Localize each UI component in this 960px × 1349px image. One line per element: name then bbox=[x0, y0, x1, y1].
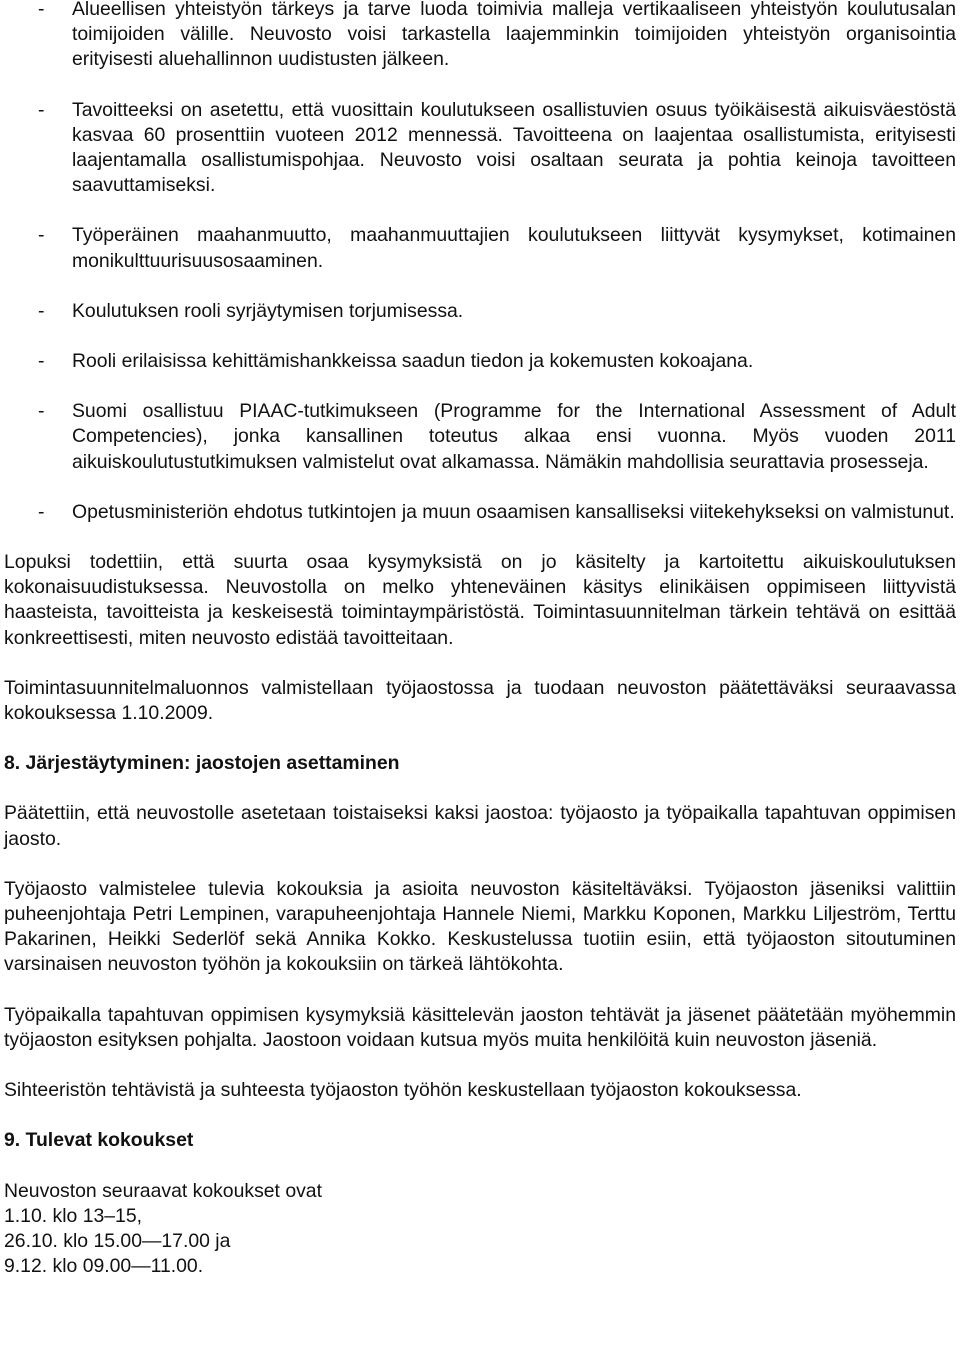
bullet-dash: - bbox=[38, 400, 45, 423]
body-paragraph: Lopuksi todettiin, että suurta osaa kysymyksistä on jo käsitelty ja kartoitettu aikuiskoulutuksen kokonaisuudistuksessa. Neuvostolla on melko yhteneväinen käsitys elinikäisen oppimiseen liittyvistä haasteista, tavoitteista ja keskeisestä toimintaympäristöstä. Toimintasuunnitelman tärkein tehtävä on esittää konkreettisesti, miten neuvosto edistää tavoitteitaan. bbox=[4, 551, 956, 649]
bullet-item bbox=[4, 98, 956, 199]
bullet-item bbox=[4, 223, 956, 273]
section-heading: 8. Järjestäytyminen: jaostojen asettaminen bbox=[4, 752, 400, 775]
meeting-date: 9.12. klo 09.00—11.00. bbox=[4, 1255, 204, 1278]
body-paragraph: Päätettiin, että neuvostolle asetetaan toistaiseksi kaksi jaostoa: työjaosto ja työpaikalla tapahtuvan oppimisen jaosto. bbox=[4, 802, 956, 850]
document-page bbox=[4, 0, 956, 1279]
bullet-dash: - bbox=[38, 224, 45, 247]
bullet-dash: - bbox=[38, 0, 45, 20]
bullet-item bbox=[4, 299, 956, 324]
bullet-dash: - bbox=[38, 299, 45, 322]
body-paragraph: Työpaikalla tapahtuvan oppimisen kysymyksiä käsittelevän jaoston tehtävät ja jäsenet päätetään myöhemmin työjaoston esityksen pohjalta. Jaostoon voidaan kutsua myös muita henkilöitä kuin neuvoston jäseniä. bbox=[4, 1003, 956, 1051]
bullet-text: Alueellisen yhteistyön tärkeys ja tarve luoda toimivia malleja vertikaaliseen yhteistyön koulutusalan toimijoiden välille. Neuvosto voisi tarkastella laajemminkin toimijoiden yhteistyön organisointia erityisesti aluehallinnon uudistusten jälkeen. bbox=[72, 0, 956, 71]
section-heading: 9. Tulevat kokoukset bbox=[4, 1129, 194, 1152]
bullet-text: Opetusministeriön ehdotus tutkintojen ja muun osaamisen kansalliseksi viitekehykseksi on valmistunut. bbox=[72, 500, 955, 523]
bullet-text: Suomi osallistuu PIAAC-tutkimukseen (Programme for the International Assessment of Adult Competencies), jonka kansallinen toteutus alkaa ensi vuonna. Myös vuoden 2011 aikuiskoulutustutkimuksen valmistelut ovat alkamassa. Nämäkin mahdollisia seurattavia prosesseja. bbox=[72, 400, 956, 473]
bullet-text: Rooli erilaisissa kehittämishankkeissa saadun tiedon ja kokemusten kokoajana. bbox=[72, 350, 754, 373]
meeting-date: 26.10. klo 15.00—17.00 ja bbox=[4, 1229, 231, 1252]
bullet-item bbox=[4, 0, 956, 73]
bullet-item bbox=[4, 399, 956, 475]
bullet-item bbox=[4, 500, 956, 525]
body-paragraph: Toimintasuunnitelmaluonnos valmistellaan työjaostossa ja tuodaan neuvoston päätettäväksi seuraavassa kokouksessa 1.10.2009. bbox=[4, 676, 956, 725]
bullet-dash: - bbox=[38, 98, 45, 121]
meeting-date: 1.10. klo 13–15, bbox=[4, 1204, 142, 1227]
bullet-dash: - bbox=[38, 500, 45, 523]
bullet-text: Työperäinen maahanmuutto, maahanmuuttajien koulutukseen liittyvät kysymykset, kotimainen monikulttuurisuusosaaminen. bbox=[72, 224, 956, 272]
bullet-dash: - bbox=[38, 350, 45, 373]
bullet-text: Tavoitteeksi on asetettu, että vuosittain koulutukseen osallistuvien osuus työikäisestä aikuisväestöstä kasvaa 60 prosenttiin vuoteen 2012 mennessä. Tavoitteena on laajentaa osallistumista, erityisesti laajentamalla osallistumispohjaa. Neuvosto voisi osaltaan seurata ja pohtia keinoja tavoitteen saavuttamiseksi. bbox=[72, 98, 956, 197]
body-paragraph: Työjaosto valmistelee tulevia kokouksia ja asioita neuvoston käsiteltäväksi. Työjaoston jäseniksi valittiin puheenjohtaja Petri Lempinen, varapuheenjohtaja Hannele Niemi, Markku Koponen, Markku Liljeström, Terttu Pakarinen, Heikki Sederlöf sekä Annika Kokko. Keskustelussa tuotiin esiin, että työjaoston sitoutuminen varsinaisen neuvoston työhön ja kokouksiin on tärkeä lähtökohta. bbox=[4, 877, 956, 976]
meetings-intro: Neuvoston seuraavat kokoukset ovat bbox=[4, 1179, 322, 1202]
bullet-text: Koulutuksen rooli syrjäytymisen torjumisessa. bbox=[72, 299, 464, 322]
body-paragraph: Sihteeristön tehtävistä ja suhteesta työjaoston työhön keskustellaan työjaoston kokouksessa. bbox=[4, 1079, 802, 1102]
bullet-item bbox=[4, 349, 956, 374]
